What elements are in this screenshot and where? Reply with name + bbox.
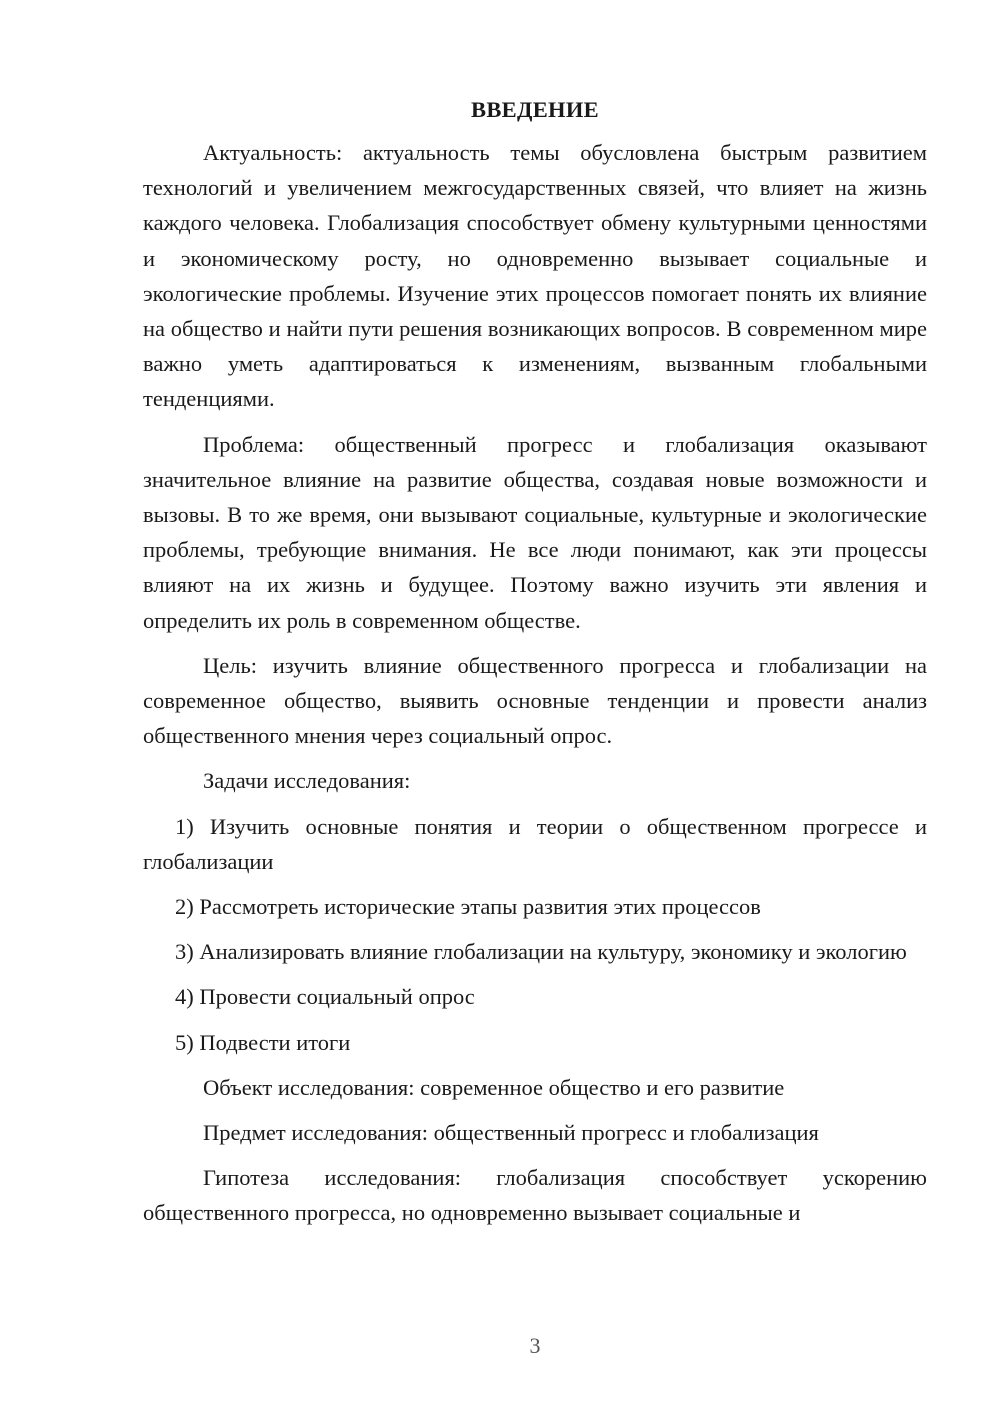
section-title: ВВЕДЕНИЕ xyxy=(471,97,599,122)
research-hypothesis: Гипотеза исследования: глобализация способствует ускорению общественного прогресса, но одновременно вызывает социальные и xyxy=(143,1165,927,1226)
task-item-4: 4) Провести социальный опрос xyxy=(175,984,475,1010)
task-item-3: 3) Анализировать влияние глобализации на культуру, экономику и экологию xyxy=(175,939,907,965)
research-subject: Предмет исследования: общественный прогресс и глобализация xyxy=(203,1120,819,1146)
page-number: 3 xyxy=(529,1333,541,1358)
page-content xyxy=(143,95,927,1241)
research-object: Объект исследования: современное общество и его развитие xyxy=(203,1074,785,1100)
problem-paragraph: Проблема: общественный прогресс и глобализация оказывают значительное влияние на развитие общества, создавая новые возможности и вызовы. В то же время, они вызывают социальные, культурные и экологические проблемы, требующие внимания. Не все люди понимают, как эти процессы влияют на их жизнь и будущее. Поэтому важно изучить эти явления и определить их роль в современном обществе. xyxy=(143,431,927,633)
task-item-5: 5) Подвести итоги xyxy=(175,1029,351,1055)
task-item-2: 2) Рассмотреть исторические этапы развития этих процессов xyxy=(175,894,761,920)
relevance-paragraph: Актуальность: актуальность темы обусловлена быстрым развитием технологий и увеличением межгосударственных связей, что влияет на жизнь каждого человека. Глобализация способствует обмену культурными ценностями и экономическому росту, но одновременно вызывает социальные и экологические проблемы. Изучение этих процессов помогает понять их влияние на общество и найти пути решения возникающих вопросов. В современном мире важно уметь адаптироваться к изменениям, вызванным глобальными тенденциями. xyxy=(143,140,927,412)
tasks-heading: Задачи исследования: xyxy=(203,768,411,794)
goal-paragraph: Цель: изучить влияние общественного прогресса и глобализации на современное общество, выявить основные тенденции и провести анализ общественного мнения через социальный опрос. xyxy=(143,652,927,749)
task-item-1: 1) Изучить основные понятия и теории о общественном прогрессе и глобализации xyxy=(143,813,927,874)
